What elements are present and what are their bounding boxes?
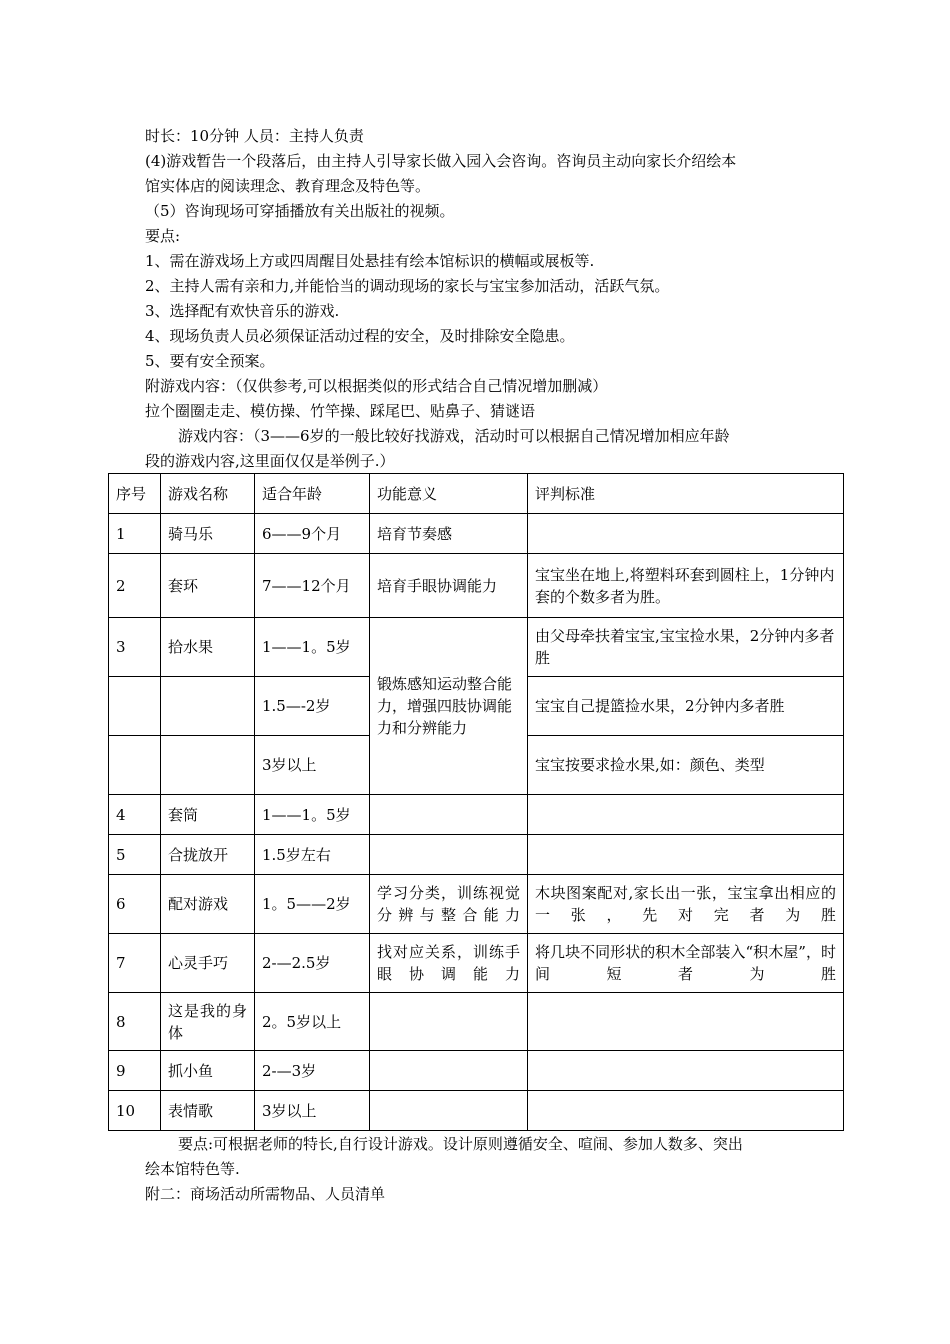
key-point-4: 4、现场负责人员必须保证活动过程的安全，及时排除安全隐患。 (145, 327, 575, 345)
cell-game-name: 配对游戏 (161, 875, 255, 934)
design-tip-cont: 绘本馆特色等. (145, 1160, 240, 1178)
cell-game-name (161, 736, 255, 795)
cell-age: 1——1。5岁 (255, 795, 370, 835)
cell-game-name: 这是我的身体 (161, 993, 255, 1051)
cell-function: 学习分类，训练视觉分辨与整合能力 (370, 875, 528, 934)
table-row (109, 1051, 844, 1091)
cell-function (370, 795, 528, 835)
table-header-row (109, 474, 844, 514)
cell-function: 锻炼感知运动整合能力，增强四肢协调能力和分辨能力 (370, 618, 528, 795)
cell-age: 7——12个月 (255, 554, 370, 618)
cell-age: 3岁以上 (255, 1091, 370, 1131)
cell-index: 10 (109, 1091, 161, 1131)
cell-function: 培育节奏感 (370, 514, 528, 554)
cell-age: 2-—3岁 (255, 1051, 370, 1091)
key-point-1: 1、需在游戏场上方或四周醒目处悬挂有绘本馆标识的横幅或展板等. (145, 252, 595, 270)
table-row (109, 618, 844, 677)
cell-game-name: 表情歌 (161, 1091, 255, 1131)
paragraph-video: （5）咨询现场可穿插播放有关出版社的视频。 (145, 202, 455, 220)
paragraph-consult: (4)游戏暂告一个段落后，由主持人引导家长做入园入会咨询。咨询员主动向家长介绍绘本 (145, 152, 737, 170)
cell-index: 3 (109, 618, 161, 677)
table-row (109, 514, 844, 554)
header-age: 适合年龄 (255, 474, 370, 514)
cell-age: 1.5—-2岁 (255, 677, 370, 736)
table-row (109, 795, 844, 835)
header-game-name: 游戏名称 (161, 474, 255, 514)
games-table (108, 473, 844, 1131)
table-row (109, 554, 844, 618)
cell-age: 6——9个月 (255, 514, 370, 554)
cell-criteria (528, 514, 844, 554)
design-tip: 要点:可根据老师的特长,自行设计游戏。设计原则遵循安全、喧闹、参加人数多、突出 (178, 1135, 743, 1153)
cell-age: 1。5——2岁 (255, 875, 370, 934)
cell-game-name: 合拢放开 (161, 835, 255, 875)
cell-criteria (528, 1051, 844, 1091)
game-content-intro: 游戏内容：（3——6岁的一般比较好找游戏，活动时可以根据自己情况增加相应年龄 (178, 427, 730, 445)
cell-game-name: 心灵手巧 (161, 934, 255, 993)
cell-function (370, 993, 528, 1051)
cell-criteria: 宝宝按要求捡水果,如：颜色、类型 (528, 736, 844, 795)
cell-index: 2 (109, 554, 161, 618)
cell-age: 2-—2.5岁 (255, 934, 370, 993)
cell-criteria (528, 835, 844, 875)
cell-game-name: 套环 (161, 554, 255, 618)
cell-index (109, 736, 161, 795)
cell-function (370, 1051, 528, 1091)
key-point-5: 5、要有安全预案。 (145, 352, 275, 370)
cell-game-name: 拾水果 (161, 618, 255, 677)
cell-criteria (528, 795, 844, 835)
cell-age: 1.5岁左右 (255, 835, 370, 875)
cell-criteria (528, 993, 844, 1051)
cell-index: 7 (109, 934, 161, 993)
cell-criteria: 宝宝自己提篮捡水果，2分钟内多者胜 (528, 677, 844, 736)
cell-function: 培育手眼协调能力 (370, 554, 528, 618)
table-row (109, 1091, 844, 1131)
cell-game-name: 骑马乐 (161, 514, 255, 554)
key-points-heading: 要点: (145, 227, 181, 245)
key-point-3: 3、选择配有欢快音乐的游戏. (145, 302, 340, 320)
key-point-2: 2、主持人需有亲和力,并能恰当的调动现场的家长与宝宝参加活动，活跃气氛。 (145, 277, 670, 295)
header-index: 序号 (109, 474, 161, 514)
cell-index: 8 (109, 993, 161, 1051)
header-criteria: 评判标准 (528, 474, 844, 514)
cell-function (370, 835, 528, 875)
cell-age: 3岁以上 (255, 736, 370, 795)
table-row (109, 875, 844, 934)
cell-age: 2。5岁以上 (255, 993, 370, 1051)
table-row (109, 835, 844, 875)
games-list: 拉个圈圈走走、模仿操、竹竿操、踩尾巴、贴鼻子、猜谜语 (145, 402, 536, 420)
header-function: 功能意义 (370, 474, 528, 514)
cell-game-name: 抓小鱼 (161, 1051, 255, 1091)
cell-criteria: 宝宝坐在地上,将塑料环套到圆柱上，1分钟内套的个数多者为胜。 (528, 554, 844, 618)
cell-criteria: 由父母牵扶着宝宝,宝宝捡水果，2分钟内多者胜 (528, 618, 844, 677)
paragraph-consult-cont: 馆实体店的阅读理念、教育理念及特色等。 (145, 177, 431, 195)
games-appendix-heading: 附游戏内容：（仅供参考,可以根据类似的形式结合自己情况增加删减） (145, 377, 608, 395)
appendix-two-heading: 附二：商场活动所需物品、人员清单 (145, 1185, 386, 1203)
cell-criteria: 木块图案配对,家长出一张，宝宝拿出相应的一张，先对完者为胜 (528, 875, 844, 934)
table-row (109, 934, 844, 993)
cell-index: 9 (109, 1051, 161, 1091)
cell-index: 6 (109, 875, 161, 934)
cell-index: 1 (109, 514, 161, 554)
cell-game-name (161, 677, 255, 736)
duration-line: 时长：10分钟 人员：主持人负责 (145, 127, 364, 145)
cell-index: 5 (109, 835, 161, 875)
cell-index (109, 677, 161, 736)
cell-criteria (528, 1091, 844, 1131)
table-row (109, 993, 844, 1051)
cell-game-name: 套筒 (161, 795, 255, 835)
game-content-intro-cont: 段的游戏内容,这里面仅仅是举例子.） (145, 452, 395, 470)
cell-function (370, 1091, 528, 1131)
cell-index: 4 (109, 795, 161, 835)
cell-age: 1——1。5岁 (255, 618, 370, 677)
cell-criteria: 将几块不同形状的积木全部装入“积木屋”，时间短者为胜 (528, 934, 844, 993)
cell-function: 找对应关系，训练手眼协调能力 (370, 934, 528, 993)
